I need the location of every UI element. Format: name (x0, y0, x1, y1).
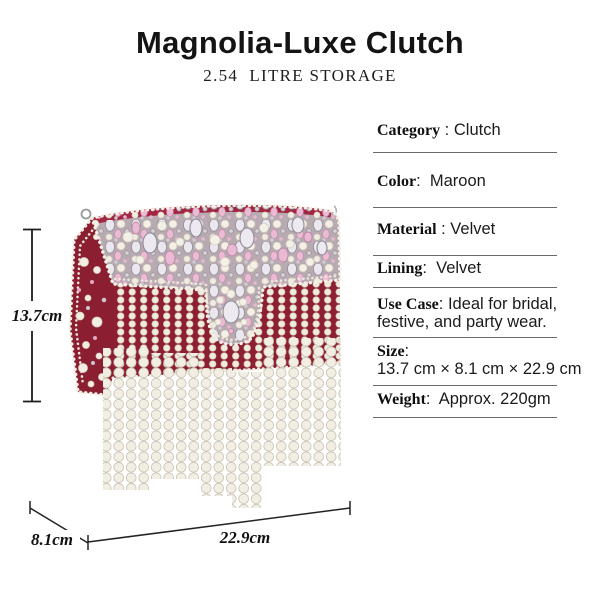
spec-value: 13.7 cm × 8.1 cm × 22.9 cm (377, 359, 582, 378)
divider (373, 417, 557, 418)
spec-row-lining: Lining: Velvet (377, 259, 482, 277)
spec-table (373, 0, 585, 440)
spec-row-material: Material : Velvet (377, 220, 496, 238)
page-title: Magnolia-Luxe Clutch (135, 25, 465, 60)
depth-dimension-label: 8.1cm (24, 530, 80, 550)
spec-value: Maroon (429, 172, 486, 190)
divider (373, 287, 557, 288)
spec-label: Use Case (377, 296, 439, 313)
page-subtitle: 2.54 LITRE STORAGE (203, 66, 397, 85)
divider (373, 152, 557, 153)
spec-label: Color (377, 173, 417, 190)
divider (373, 337, 557, 338)
spec-label: Category (377, 122, 441, 139)
width-dimension-label: 22.9cm (212, 528, 278, 548)
height-dimension-label: 13.7cm (8, 306, 66, 326)
divider (373, 255, 557, 256)
divider (373, 207, 557, 208)
spec-row-color: Color: Maroon (377, 172, 486, 190)
spec-label: Material (377, 221, 437, 238)
spec-row-weight: Weight: Approx. 220gm (377, 390, 551, 408)
spec-value: Approx. 220gm (438, 390, 551, 408)
spec-value: Ideal for bridal, festive, and party wear. (377, 295, 558, 331)
spec-row-category: Category : Clutch (377, 121, 501, 139)
spec-row-use-case: Use Case: Ideal for bridal, festive, and party wear. (377, 295, 558, 331)
spec-label: Weight (377, 391, 426, 408)
spec-label: Size (377, 343, 405, 360)
spec-value: Velvet (436, 259, 482, 277)
spec-row-size: Size: 13.7 cm × 8.1 cm × 22.9 cm (377, 342, 582, 378)
spec-value: Velvet (450, 220, 496, 238)
spec-value: Clutch (453, 121, 501, 139)
spec-label: Lining (377, 260, 423, 277)
divider (373, 385, 557, 386)
